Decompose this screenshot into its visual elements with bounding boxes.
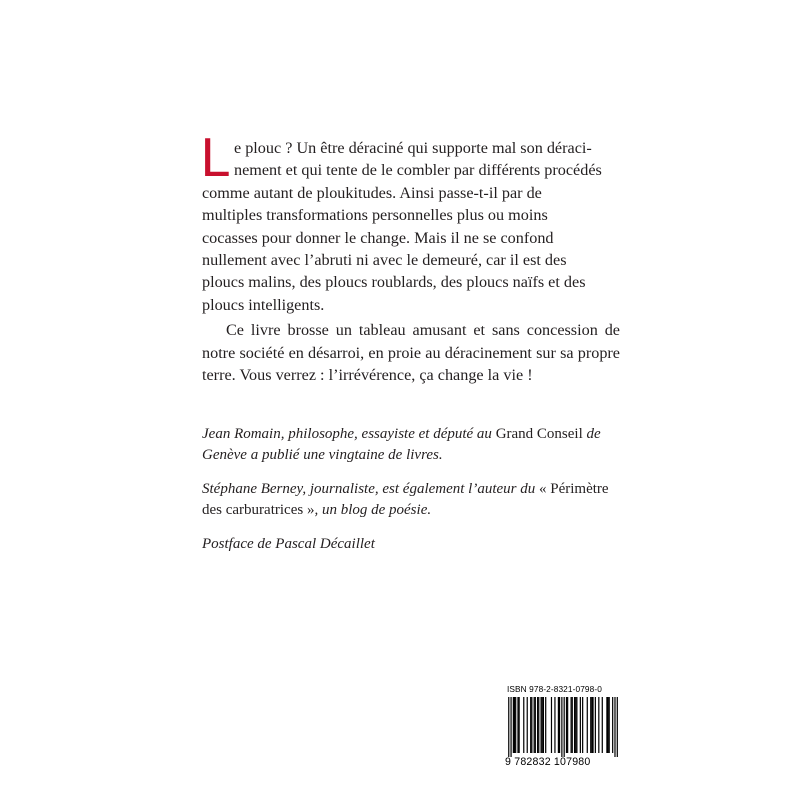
barcode-bar (517, 697, 518, 753)
blurb-line: nullement avec l’abruti ni avec le demeuré, car il est des (202, 251, 567, 270)
barcode-bar (545, 697, 546, 753)
barcode-bar (598, 697, 599, 753)
bio-text: de Genève a publié une vingtaine de livres. (202, 426, 601, 463)
barcode-bar (508, 697, 509, 757)
barcode-bar (582, 697, 583, 753)
barcode-bar (527, 697, 528, 753)
barcode-bar (580, 697, 581, 753)
blurb-line: ploucs malins, des ploucs roublards, des ploucs naïfs et des (202, 273, 586, 292)
barcode-digits: 9 782832 107980 (505, 756, 591, 768)
barcode-bar (564, 697, 565, 757)
blurb-line: nement et qui tente de le combler par différents procédés (233, 161, 602, 180)
barcode-bar (535, 697, 536, 753)
barcode-bar (523, 697, 524, 753)
barcode-bar (612, 697, 613, 753)
barcode-bar (591, 697, 592, 753)
bio-jean-romain (202, 424, 622, 466)
blurb (200, 129, 620, 386)
barcode-bar (513, 697, 514, 753)
barcode-bars (507, 697, 619, 757)
barcode-bar (571, 697, 572, 753)
barcode-bar (559, 697, 560, 753)
barcode-bar (542, 697, 543, 753)
barcode-bar (537, 697, 538, 753)
barcode-bar (554, 697, 555, 753)
barcode-bar (514, 697, 515, 753)
bio-text: Jean Romain, philosophe, essayiste et député au (202, 426, 496, 442)
barcode-bar (575, 697, 576, 753)
barcode-bar (543, 697, 544, 753)
barcode-bar (574, 697, 575, 753)
bio-text: , un blog de poésie. (314, 502, 432, 518)
blurb-paragraph-1 (200, 129, 620, 316)
barcode-bar (595, 697, 596, 753)
isbn-label: ISBN 978-2-8321-0798-0 (507, 684, 602, 694)
barcode-bar (587, 697, 588, 753)
author-bios (202, 424, 622, 568)
barcode-bar (572, 697, 573, 753)
barcode-bar (609, 697, 610, 753)
barcode-bar (534, 697, 535, 753)
bio-upright-text: Grand Conseil (495, 426, 583, 442)
blurb-line: e plouc ? Un être déraciné qui supporte mal son déraci- (233, 139, 592, 157)
barcode-bar (592, 697, 593, 753)
blurb-paragraph-2: Ce livre brosse un tableau amusant et sans concession de notre société en désarroi, en proie au déracinement sur sa propre terre. Vous verrez : l’irrévérence, ça change la vie ! (202, 321, 620, 385)
barcode-bar (602, 697, 603, 753)
blurb-line: multiples transformations personnelles plus ou moins (202, 206, 548, 225)
barcode-bar (558, 697, 559, 753)
barcode-bar (510, 697, 511, 757)
barcode-bar (551, 697, 552, 753)
isbn-barcode (505, 684, 619, 768)
barcode-bar (606, 697, 607, 753)
blurb-line: comme autant de ploukitudes. Ainsi passe-t-il par de (202, 183, 542, 202)
barcode-bar (519, 697, 520, 753)
barcode-bar (576, 697, 577, 753)
barcode-bar (590, 697, 591, 753)
bio-stephane-berney (202, 479, 622, 521)
postface-credit: Postface de Pascal Décaillet (202, 536, 375, 552)
bio-upright-text: « Périmètre des carburatrices » (202, 481, 609, 518)
barcode-bar (538, 697, 539, 753)
barcode-bar (515, 697, 516, 753)
barcode-bar (567, 697, 568, 753)
barcode-bar (531, 697, 532, 753)
blurb-line: ploucs intelligents. (202, 295, 325, 314)
bio-text: Stéphane Berney, journaliste, est également l’auteur du (202, 481, 540, 497)
barcode-bar (614, 697, 615, 757)
blurb-line: cocasses pour donner le change. Mais il ne se confond (202, 228, 554, 247)
dropcap: L (200, 129, 229, 189)
barcode-bar (607, 697, 608, 753)
barcode-bar (530, 697, 531, 753)
barcode-bar (617, 697, 618, 757)
barcode-bar (561, 697, 562, 757)
barcode-bar (540, 697, 541, 753)
barcode-bar (566, 697, 567, 753)
